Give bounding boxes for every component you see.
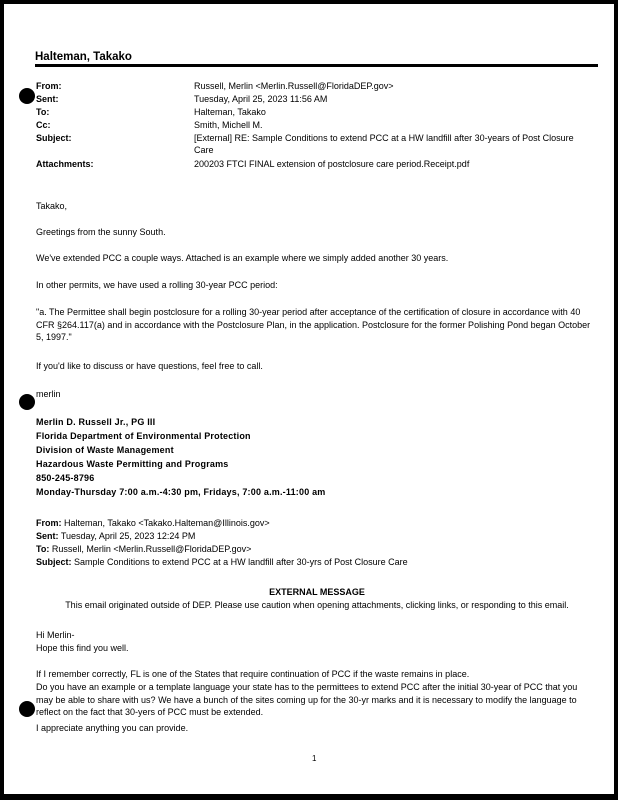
external-message-title: EXTERNAL MESSAGE [269,587,365,597]
signature-phone: 850-245-8796 [36,473,95,483]
document-page [4,4,614,794]
sent-label: Sent: [36,94,59,104]
cc-value: Smith, Michell M. [194,120,263,130]
title-rule [35,64,598,67]
from-label: From: [36,81,62,91]
quoted-sent [36,530,596,543]
attachments-label: Attachments: [36,159,94,169]
quoted-from-label: From: [36,518,62,528]
quoted-paragraph-2: Do you have an example or a template language your state has to the permittees to extend PCC after the initial 30-year of PCC that you may be able to share with us? We have a bunch of the sites coming up for the 30-yr marks and it is necessary to modify the language to reflect on the fact that 30-yers of PCC must be extended. [36,682,578,717]
signature-hours: Monday-Thursday 7:00 a.m.-4:30 pm, Fridays, 7:00 a.m.-11:00 am [36,487,326,497]
body-paragraph-3: In other permits, we have used a rolling 30-year PCC period: [36,280,278,290]
body-paragraph-4: "a. The Permittee shall begin postclosure for a rolling 30-year period after acceptance of the certification of closure in accordance with 40 CFR §264.117(a) and in accordance with the Postclosure Plan, in the application. Postclosure for the former Polishing Pond began October 5, 1997." [36,307,591,342]
attachment-link[interactable]: 200203 FTCI FINAL extension of postclosure care period.Receipt.pdf [194,159,470,169]
signature-name: Merlin D. Russell Jr., PG III [36,417,156,427]
quoted-sent-label: Sent: [36,531,59,541]
body-paragraph-5: If you'd like to discuss or have questions, feel free to call. [36,361,263,371]
punch-hole-bottom [19,701,35,717]
cc-label: Cc: [36,120,51,130]
document-title: Halteman, Takako [35,51,132,63]
quoted-paragraph-3: I appreciate anything you can provide. [36,723,189,733]
punch-hole-middle [19,394,35,410]
signature-org: Florida Department of Environmental Protection [36,431,251,441]
quoted-subject-label: Subject: [36,557,72,567]
quoted-greeting: Hi Merlin- [36,630,75,640]
subject-value: [External] RE: Sample Conditions to extend PCC at a HW landfill after 30-years of Post Closure Care [194,133,574,155]
quoted-to [36,543,596,556]
from-value: Russell, Merlin <Merlin.Russell@FloridaDEP.gov> [194,81,394,91]
signature-program: Hazardous Waste Permitting and Programs [36,459,229,469]
quoted-paragraph-1: If I remember correctly, FL is one of the States that require continuation of PCC if the waste remains in place. [36,669,470,679]
signature-division: Division of Waste Management [36,445,174,455]
external-message-text: This email originated outside of DEP. Please use caution when opening attachments, clicking links, or responding to this email. [65,600,569,610]
to-label: To: [36,107,50,117]
greeting: Takako, [36,201,68,211]
body-paragraph-2: We've extended PCC a couple ways. Attached is an example where we simply added another 30 years. [36,253,449,263]
sent-value: Tuesday, April 25, 2023 11:56 AM [194,94,328,104]
quoted-line-1: Hope this find you well. [36,643,129,653]
subject-label: Subject: [36,133,72,143]
quoted-subject-value: Sample Conditions to extend PCC at a HW landfill after 30-yrs of Post Closure Care [74,557,408,567]
punch-hole-top [19,88,35,104]
quoted-to-label: To: [36,544,50,554]
to-value: Halteman, Takako [194,107,266,117]
quoted-subject [36,556,596,569]
signoff: merlin [36,389,61,399]
quoted-from [36,517,596,530]
page-number: 1 [312,754,317,763]
quoted-from-value: Halteman, Takako <Takako.Halteman@Illinois.gov> [64,518,270,528]
quoted-sent-value: Tuesday, April 25, 2023 12:24 PM [60,531,196,541]
body-paragraph-1: Greetings from the sunny South. [36,227,166,237]
quoted-to-value: Russell, Merlin <Merlin.Russell@FloridaDEP.gov> [51,544,252,554]
